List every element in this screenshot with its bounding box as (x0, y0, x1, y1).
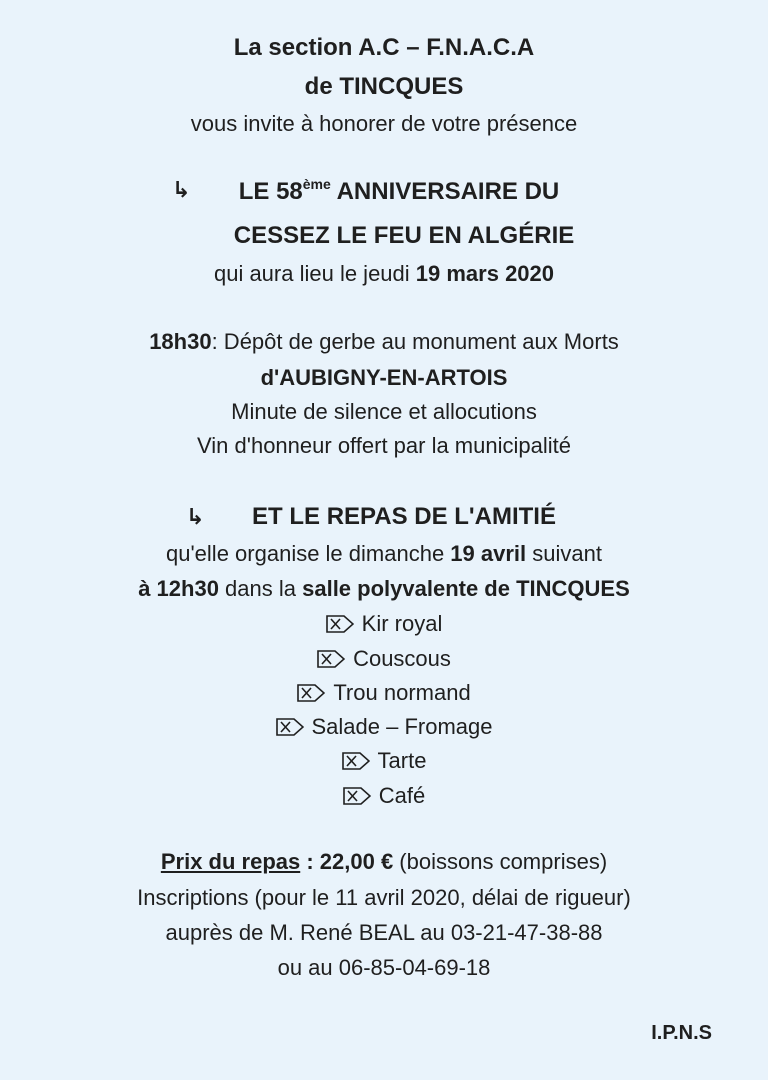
event1-title-line2: CESSEZ LE FEU EN ALGÉRIE (233, 222, 575, 249)
checkbox-cross-icon (342, 752, 370, 770)
contact-line-2: ou au 06-85-04-69-18 (277, 955, 491, 980)
ceremony-reception: Vin d'honneur offert par la municipalité (197, 433, 571, 458)
price-line: Prix du repas : 22,00 € (boissons comprises) (160, 849, 608, 874)
invitation-intro: vous invite à honorer de votre présence (190, 111, 578, 136)
menu-item: Kir royal (0, 610, 768, 640)
ceremony-place: d'AUBIGNY-EN-ARTOIS (260, 365, 508, 390)
checkbox-cross-icon (326, 615, 354, 633)
event2-date: qu'elle organise le dimanche 19 avril suivant (166, 541, 602, 566)
price-value: : 22,00 € (300, 849, 394, 874)
ceremony-line: 18h30: Dépôt de gerbe au monument aux Morts (149, 329, 619, 354)
ceremony-time: 18h30 (149, 329, 212, 354)
checkbox-cross-icon (317, 650, 345, 668)
arrow-right-icon: ↳ (172, 177, 191, 202)
ceremony-silence: Minute de silence et allocutions (231, 399, 537, 424)
menu-item: Couscous (0, 645, 768, 675)
inscriptions-line: Inscriptions (pour le 11 avril 2020, délai de rigueur) (137, 885, 631, 910)
event2-title: ET LE REPAS DE L'AMITIÉ (252, 503, 556, 530)
event1-title: LE 58ème ANNIVERSAIRE DU (238, 176, 560, 205)
contact-line: auprès de M. René BEAL au 03-21-47-38-88 (165, 920, 603, 945)
menu-item: Café (0, 782, 768, 812)
ipns-label: I.P.N.S (651, 1022, 712, 1044)
menu-item: Salade – Fromage (0, 713, 768, 743)
arrow-right-icon: ↳ (186, 504, 205, 529)
org-town: de TINCQUES (304, 73, 464, 100)
menu-item: Trou normand (0, 679, 768, 709)
org-name: La section A.C – F.N.A.C.A (233, 34, 535, 61)
checkbox-cross-icon (276, 718, 304, 736)
checkbox-cross-icon (297, 684, 325, 702)
menu-item: Tarte (0, 747, 768, 777)
event1-date: qui aura lieu le jeudi 19 mars 2020 (213, 261, 555, 286)
checkbox-cross-icon (343, 787, 371, 805)
event2-venue: à 12h30 dans la salle polyvalente de TINCQUES (138, 576, 630, 601)
price-label: Prix du repas (160, 849, 301, 874)
